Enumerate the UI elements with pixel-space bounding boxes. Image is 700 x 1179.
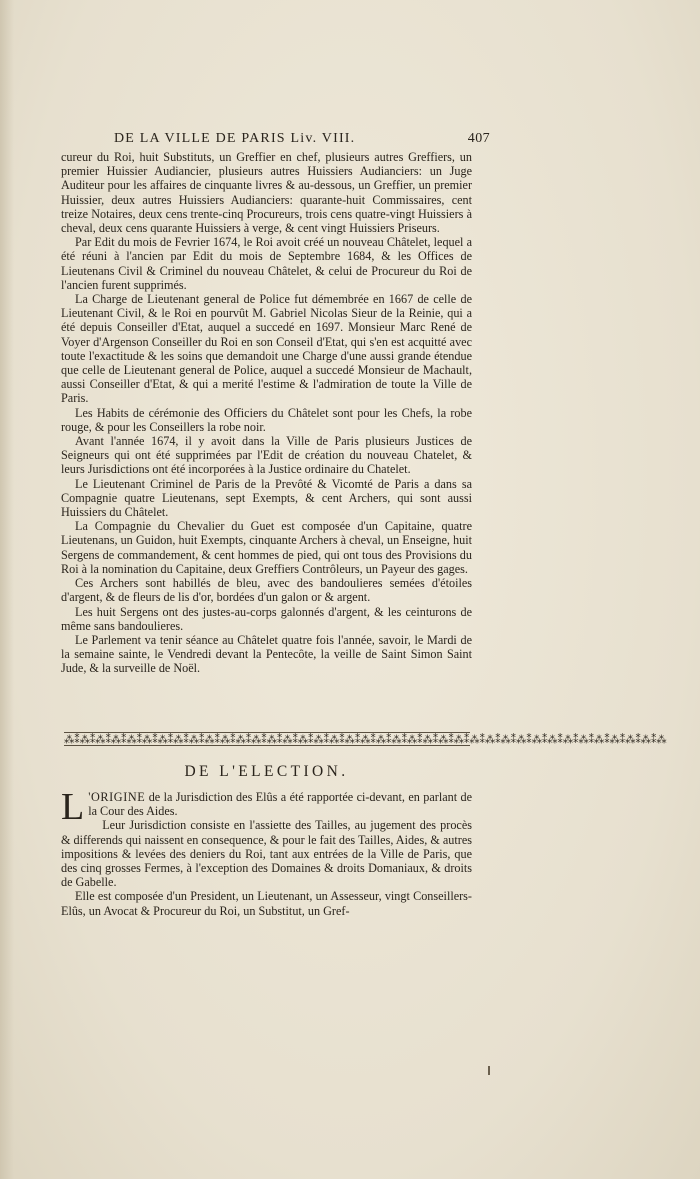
paragraph: Avant l'année 1674, il y avoit dans la Ville de Paris plusieurs Justices de Seigneurs qui ont été supprimées par l'Edit de création du nouveau Chatelet, & leurs Jurisdictions ont été incorporées à la Justice ordinaire du Chatelet. — [61, 434, 472, 477]
ornamental-divider: ⁂⁑⁂⁑⁂⁑⁂⁑⁂⁑⁂⁑⁂⁑⁂⁑⁂⁑⁂⁑⁂⁑⁂⁑⁂⁑⁂⁑⁂⁑⁂⁑⁂⁑⁂⁑⁂⁑⁂⁑⁂⁑⁂⁑⁂⁑⁂⁑⁂⁑⁂⁑⁂⁑⁂⁑⁂⁑⁂⁑⁂⁑⁂⁑⁂⁑⁂⁑⁂⁑⁂⁑⁂⁑⁂⁑⁂ — [64, 734, 667, 746]
section-heading: DE L'ELECTION. — [184, 763, 349, 780]
chatelet-text-block — [61, 150, 472, 676]
ink-mark — [488, 1066, 490, 1075]
paragraph: Elle est composée d'un President, un Lieutenant, un Assesseur, vingt Conseillers-Elûs, un Avocat & Procureur du Roi, un Substitut, un Gref- — [61, 889, 472, 918]
paragraph: Les huit Sergens ont des justes-au-corps galonnés d'argent, & les ceinturons de même sans bandoulieres. — [61, 604, 472, 633]
paragraph: La Charge de Lieutenant general de Police fut démembrée en 1667 de celle de Lieutenant Civil, & le Roi en pourvût M. Gabriel Nicolas Sieur de la Reinie, qui a été depuis Conseiller d'Etat, auquel a succedé en 1697. Monsieur Marc René de Voyer d'Argenson Conseiller du Roi en son Conseil d'Etat, qui s'en est acquitté avec toute l'exactitude & les soins que demandoit une Charge d'une aussi grande étendue que celle de Lieutenant general de Police, auquel a succedé Monsieur de Machault, aussi Conseiller d'Etat, & qui a merité l'estime & l'admiration de toute la Ville de Paris. — [61, 292, 472, 406]
running-head — [114, 131, 490, 147]
page-number: 407 — [467, 131, 490, 146]
election-text-block — [61, 786, 472, 918]
binding-gutter-shadow — [0, 0, 14, 1179]
paragraph: La Compagnie du Chevalier du Guet est composée d'un Capitaine, quatre Lieutenans, un Guidon, huit Exempts, cinquante Archers à cheval, un Enseigne, huit Sergens de commandement, & cent hommes de pied, qui ont tous des Provisions du Roi à la nomination du Capitaine, deux Greffiers Contrôleurs, un Payeur des gages. — [61, 519, 472, 576]
paragraph: Leur Jurisdiction consiste en l'assiette des Tailles, au jugement des procès & differends qui naissent en consequence, & pour le fait des Tailles, Aides, & autres impositions & levées des deniers du Roi, tant aux entrées de la Ville de Paris, que des cinq grosses Fermes, à l'exception des Domaines & droits Domaniaux, & droits de Gabelle. — [61, 818, 472, 890]
paragraph: Le Parlement va tenir séance au Châtelet quatre fois l'année, savoir, le Mardi de la semaine sainte, le Vendredi devant la Pentecôte, la veille de Saint Simon Saint Jude, & la surveille de Noël. — [61, 632, 472, 676]
paragraph: cureur du Roi, huit Substituts, un Greffier en chef, plusieurs autres Greffiers, un premier Huissier Audiancier, plusieurs autres Huissiers Audianciers: un Juge Auditeur pour les affaires de cinquante livres & au-dessous, un Greffier, un premier Huissier, deux autres Huissiers Audianciers: quarante-huit Commissaires, cent treize Notaires, deux cens trente-cinq Procureurs, trois cens quatre-vingt Huissiers à cheval, deux cens quarante Huissiers à verge, & cent vingt Huissiers Priseurs. — [61, 150, 472, 236]
paragraph: Les Habits de cérémonie des Officiers du Châtelet sont pour les Chefs, la robe rouge, & pour les Conseillers la robe noir. — [61, 405, 472, 434]
paragraph: Par Edit du mois de Fevrier 1674, le Roi avoit créé un nouveau Châtelet, lequel a été réuni à l'ancien par Edit du mois de Septembre 1684, & les Offices de Lieutenans Civil & Criminel du nouveau Châtelet, & celui de Procureur du Roi de l'ancien furent supprimés. — [61, 235, 472, 292]
drop-cap: L — [61, 786, 85, 828]
opening-paragraph — [61, 786, 472, 828]
paragraph: Ces Archers sont habillés de bleu, avec des bandoulieres semées d'étoiles d'argent, & de fleurs de lis d'or, bordées d'un galon or & argent. — [61, 576, 472, 605]
running-head-title: DE LA VILLE DE PARIS Liv. VIII. — [114, 131, 356, 146]
opening-paragraph-text: de la Jurisdiction des Elûs a été rapportée ci-devant, en parlant de la Cour des Aides. — [88, 790, 472, 819]
opening-word: 'ORIGINE — [88, 790, 146, 804]
paragraph: Le Lieutenant Criminel de Paris de la Prevôté & Vicomté de Paris a dans sa Compagnie quatre Lieutenans, sept Exempts, & cent Archers, qui sont aussi Huissiers du Châtelet. — [61, 476, 472, 520]
